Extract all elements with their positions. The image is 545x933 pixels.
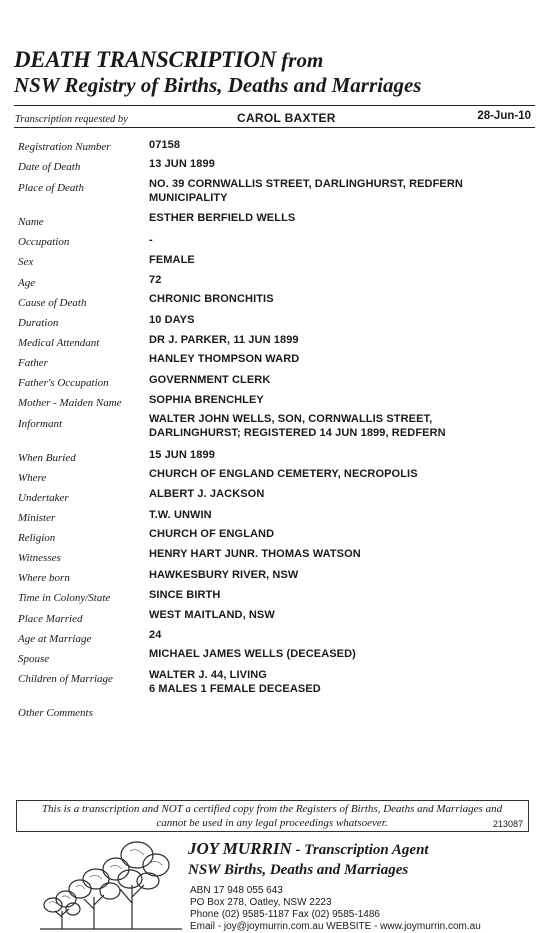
field-value-cause-of-death: CHRONIC BRONCHITIS [149, 293, 274, 305]
field-value-informant: WALTER JOHN WELLS, SON, CORNWALLIS STREET, DARLINGHURST; REGISTERED 14 JUN 1899, REDFERN [149, 413, 446, 439]
field-value-spouse: MICHAEL JAMES WELLS (DECEASED) [149, 648, 356, 660]
requested-by-label: Transcription requested by [15, 114, 128, 125]
field-label-sex: Sex [18, 256, 34, 268]
header-rule-top [14, 105, 535, 106]
field-value-minister: T.W. UNWIN [149, 509, 212, 521]
field-value-registration-number: 07158 [149, 139, 181, 151]
agent-name: JOY MURRIN [188, 839, 292, 858]
field-label-religion: Religion [18, 532, 56, 544]
field-value-duration: 10 DAYS [149, 314, 195, 326]
field-label-occupation: Occupation [18, 236, 70, 248]
field-label-place-married: Place Married [18, 613, 83, 625]
field-value-witnesses: HENRY HART JUNR. THOMAS WATSON [149, 548, 361, 560]
field-label-mother-maiden-name: Mother - Maiden Name [18, 397, 122, 409]
title-caps: DEATH TRANSCRIPTION [14, 47, 277, 72]
field-value-when-buried: 15 JUN 1899 [149, 449, 215, 461]
field-value-undertaker: ALBERT J. JACKSON [149, 488, 265, 500]
field-value-father: HANLEY THOMPSON WARD [149, 353, 300, 365]
field-value-sex: FEMALE [149, 254, 195, 266]
field-label-name: Name [18, 216, 44, 228]
field-value-where-born: HAWKESBURY RIVER, NSW [149, 569, 299, 581]
field-label-undertaker: Undertaker [18, 492, 69, 504]
field-value-date-of-death: 13 JUN 1899 [149, 158, 215, 170]
document-title-line2: NSW Registry of Births, Deaths and Marriages [14, 73, 422, 97]
document-title-line1 [14, 48, 323, 72]
field-value-mother-maiden-name: SOPHIA BRENCHLEY [149, 394, 264, 406]
field-label-age-at-marriage: Age at Marriage [18, 633, 92, 645]
field-label-where: Where [18, 472, 47, 484]
trees-logo-icon [40, 833, 182, 931]
agent-role: - Transcription Agent [291, 842, 429, 858]
field-value-name: ESTHER BERFIELD WELLS [149, 212, 296, 224]
field-label-informant: Informant [18, 418, 62, 430]
field-value-age: 72 [149, 274, 162, 286]
field-label-fathers-occupation: Father's Occupation [18, 377, 109, 389]
field-value-occupation: - [149, 234, 153, 246]
field-label-place-of-death: Place of Death [18, 182, 84, 194]
agent-email-website: Email - joy@joymurrin.com.au WEBSITE - www.joymurrin.com.au [190, 921, 481, 932]
agent-address: PO Box 278, Oatley, NSW 2223 [190, 897, 332, 908]
field-value-medical-attendant: DR J. PARKER, 11 JUN 1899 [149, 334, 299, 346]
field-label-where-born: Where born [18, 572, 70, 584]
field-label-age: Age [18, 277, 36, 289]
field-label-time-in-colony: Time in Colony/State [18, 592, 111, 604]
agent-abn: ABN 17 948 055 643 [190, 885, 283, 896]
disclaimer-text: This is a transcription and NOT a certified copy from the Registers of Births, Deaths and Marriages and cannot be used in any legal proceedings whatsoever. [41, 803, 503, 829]
agent-name-line [188, 839, 429, 859]
field-value-place-of-death: NO. 39 CORNWALLIS STREET, DARLINGHURST, REDFERN MUNICIPALITY [149, 178, 463, 204]
title-from: from [276, 48, 324, 72]
field-label-cause-of-death: Cause of Death [18, 297, 87, 309]
agent-subtitle: NSW Births, Deaths and Marriages [188, 862, 409, 878]
field-label-children-of-marriage: Children of Marriage [18, 673, 113, 685]
field-label-registration-number: Registration Number [18, 141, 111, 153]
field-label-medical-attendant: Medical Attendant [18, 337, 100, 349]
field-label-date-of-death: Date of Death [18, 161, 81, 173]
field-label-when-buried: When Buried [18, 452, 76, 464]
field-value-time-in-colony: SINCE BIRTH [149, 589, 221, 601]
field-value-children-of-marriage: WALTER J. 44, LIVING 6 MALES 1 FEMALE DECEASED [149, 669, 321, 695]
field-label-duration: Duration [18, 317, 59, 329]
disclaimer-box [16, 800, 529, 832]
field-label-spouse: Spouse [18, 653, 50, 665]
field-label-father: Father [18, 357, 48, 369]
field-label-witnesses: Witnesses [18, 552, 61, 564]
field-label-minister: Minister [18, 512, 56, 524]
field-value-place-married: WEST MAITLAND, NSW [149, 609, 275, 621]
header-rule-bottom [14, 127, 535, 128]
field-value-where: CHURCH OF ENGLAND CEMETERY, NECROPOLIS [149, 468, 418, 480]
agent-phone: Phone (02) 9585-1187 Fax (02) 9585-1486 [190, 909, 380, 920]
field-value-age-at-marriage: 24 [149, 629, 162, 641]
field-value-fathers-occupation: GOVERNMENT CLERK [149, 374, 271, 386]
field-value-religion: CHURCH OF ENGLAND [149, 528, 275, 540]
field-label-other-comments: Other Comments [18, 707, 93, 719]
requested-date: 28-Jun-10 [477, 110, 531, 122]
disclaimer-code: 213087 [492, 819, 523, 829]
requested-by-name: CAROL BAXTER [237, 111, 336, 125]
